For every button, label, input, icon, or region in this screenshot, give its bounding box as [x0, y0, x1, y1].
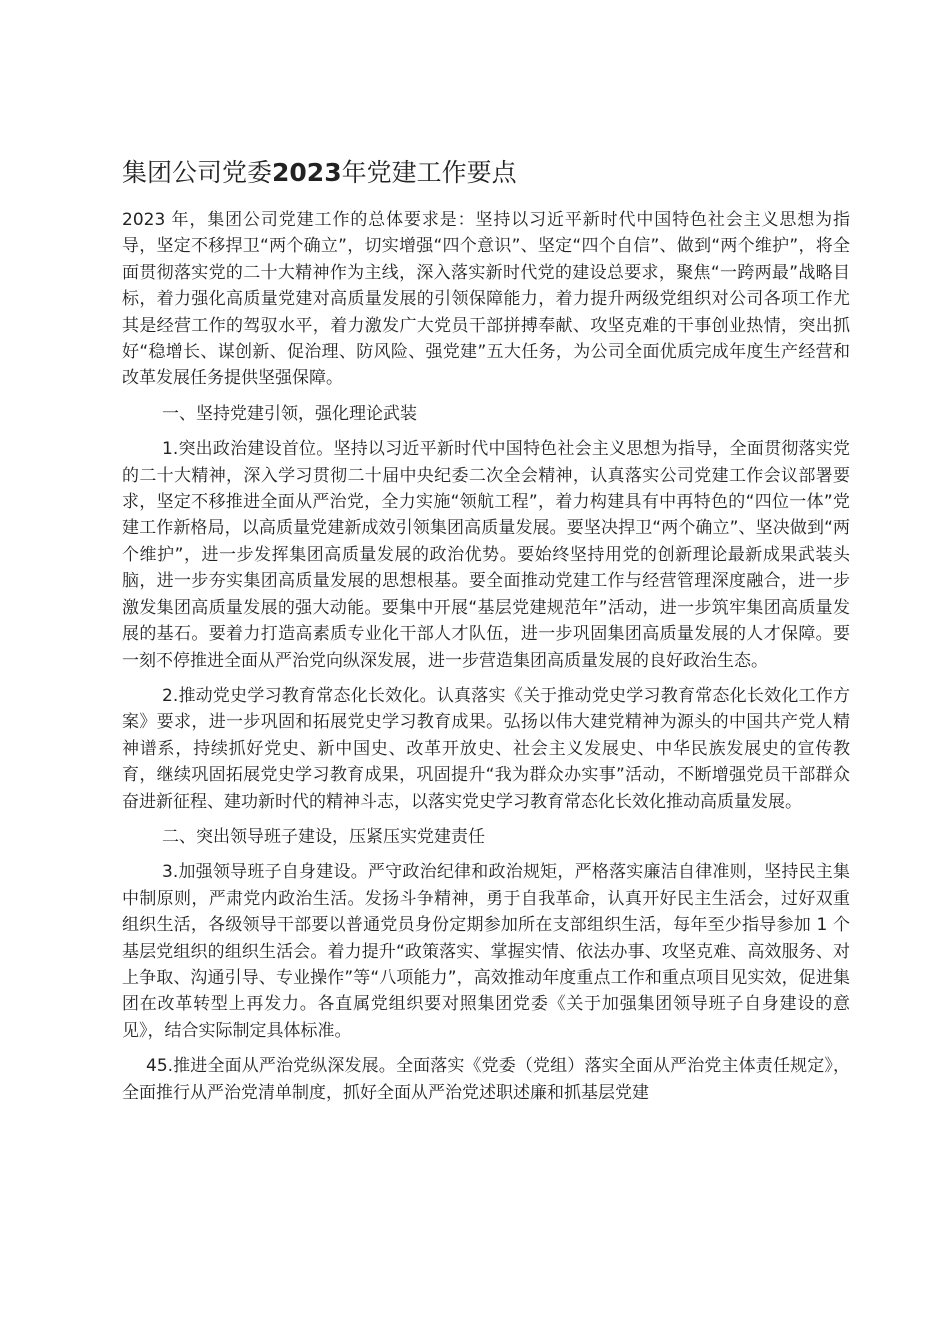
section-heading-1: 一、坚持党建引领，强化理论武装: [162, 403, 417, 424]
intro-paragraph: 2023 年，集团公司党建工作的总体要求是：坚持以习近平新时代中国特色社会主义思想为指导，坚定不移捍卫“两个确立”，切实增强“四个意识”、坚定“四个自信”、做到“两个维护”，将全面贯彻落实党的二十大精神作为主线，深入落实新时代党的建设总要求，聚焦“一跨两最”战略目标，着力强化高质量党建对高质量发展的引领保障能力，着力提升两级党组织对公司各项工作尤其是经营工作的驾驭水平，着力激发广大党员干部拼搏奉献、攻坚克难的干事创业热情，突出抓好“稳增长、谋创新、促治理、防风险、强党建”五大任务，为公司全面优质完成年度生产经营和改革发展任务提供坚强保障。: [122, 210, 850, 389]
item-paragraph-2: 2.推动党史学习教育常态化长效化。认真落实《关于推动党史学习教育常态化长效化工作方案》要求，进一步巩固和拓展党史学习教育成果。弘扬以伟大建党精神为源头的中国共产党人精神谱系，持续抓好党史、新中国史、改革开放史、社会主义发展史、中华民族发展史的宣传教育，继续巩固拓展党史学习教育成果，巩固提升“我为群众办实事”活动，不断增强党员干部群众奋进新征程、建功新时代的精神斗志，以落实党史学习教育常态化长效化推动高质量发展。: [122, 685, 850, 812]
title-suffix: 年党建工作要点: [341, 158, 517, 187]
document-title: [122, 153, 517, 193]
item-paragraph-1: 1.突出政治建设首位。坚持以习近平新时代中国特色社会主义思想为指导，全面贯彻落实党的二十大精神，深入学习贯彻二十届中央纪委二次全会精神，认真落实公司党建工作会议部署要求，坚定不移推进全面从严治党，全力实施“领航工程”，着力构建具有中再特色的“四位一体”党建工作新格局，以高质量党建新成效引领集团高质量发展。要坚决捍卫“两个确立”、坚决做到“两个维护”，进一步发挥集团高质量发展的政治优势。要始终坚持用党的创新理论最新成果武装头脑，进一步夯实集团高质量发展的思想根基。要全面推动党建工作与经营管理深度融合，进一步激发集团高质量发展的强大动能。要集中开展“基层党建规范年”活动，进一步筑牢集团高质量发展的基石。要着力打造高素质专业化干部人才队伍，进一步巩固集团高质量发展的人才保障。要一刻不停推进全面从严治党向纵深发展，进一步营造集团高质量发展的良好政治生态。: [122, 439, 850, 671]
item-paragraph-4: 45.推进全面从严治党纵深发展。全面落实《党委（党组）落实全面从严治党主体责任规定》，全面推行从严治党清单制度，抓好全面从严治党述职述廉和抓基层党建: [122, 1056, 850, 1103]
title-year: 2023: [272, 158, 342, 187]
item-paragraph-3: 3.加强领导班子自身建设。严守政治纪律和政治规矩，严格落实廉洁自律准则，坚持民主集中制原则，严肃党内政治生活。发扬斗争精神，勇于自我革命，认真开好民主生活会，过好双重组织生活，各级领导干部要以普通党员身份定期参加所在支部组织生活，每年至少指导参加 1 个基层党组织的组织生活会。着力提升“政策落实、掌握实情、依法办事、攻坚克难、高效服务、对上争取、沟通引导、专业操作”等“八项能力”，高效推动年度重点工作和重点项目见实效，促进集团在改革转型上再发力。各直属党组织要对照集团党委《关于加强集团领导班子自身建设的意见》，结合实际制定具体标准。: [122, 862, 850, 1041]
title-prefix: 集团公司党委: [122, 158, 273, 187]
section-heading-2: 二、突出领导班子建设，压紧压实党建责任: [162, 826, 485, 847]
document-body: [122, 207, 850, 1106]
